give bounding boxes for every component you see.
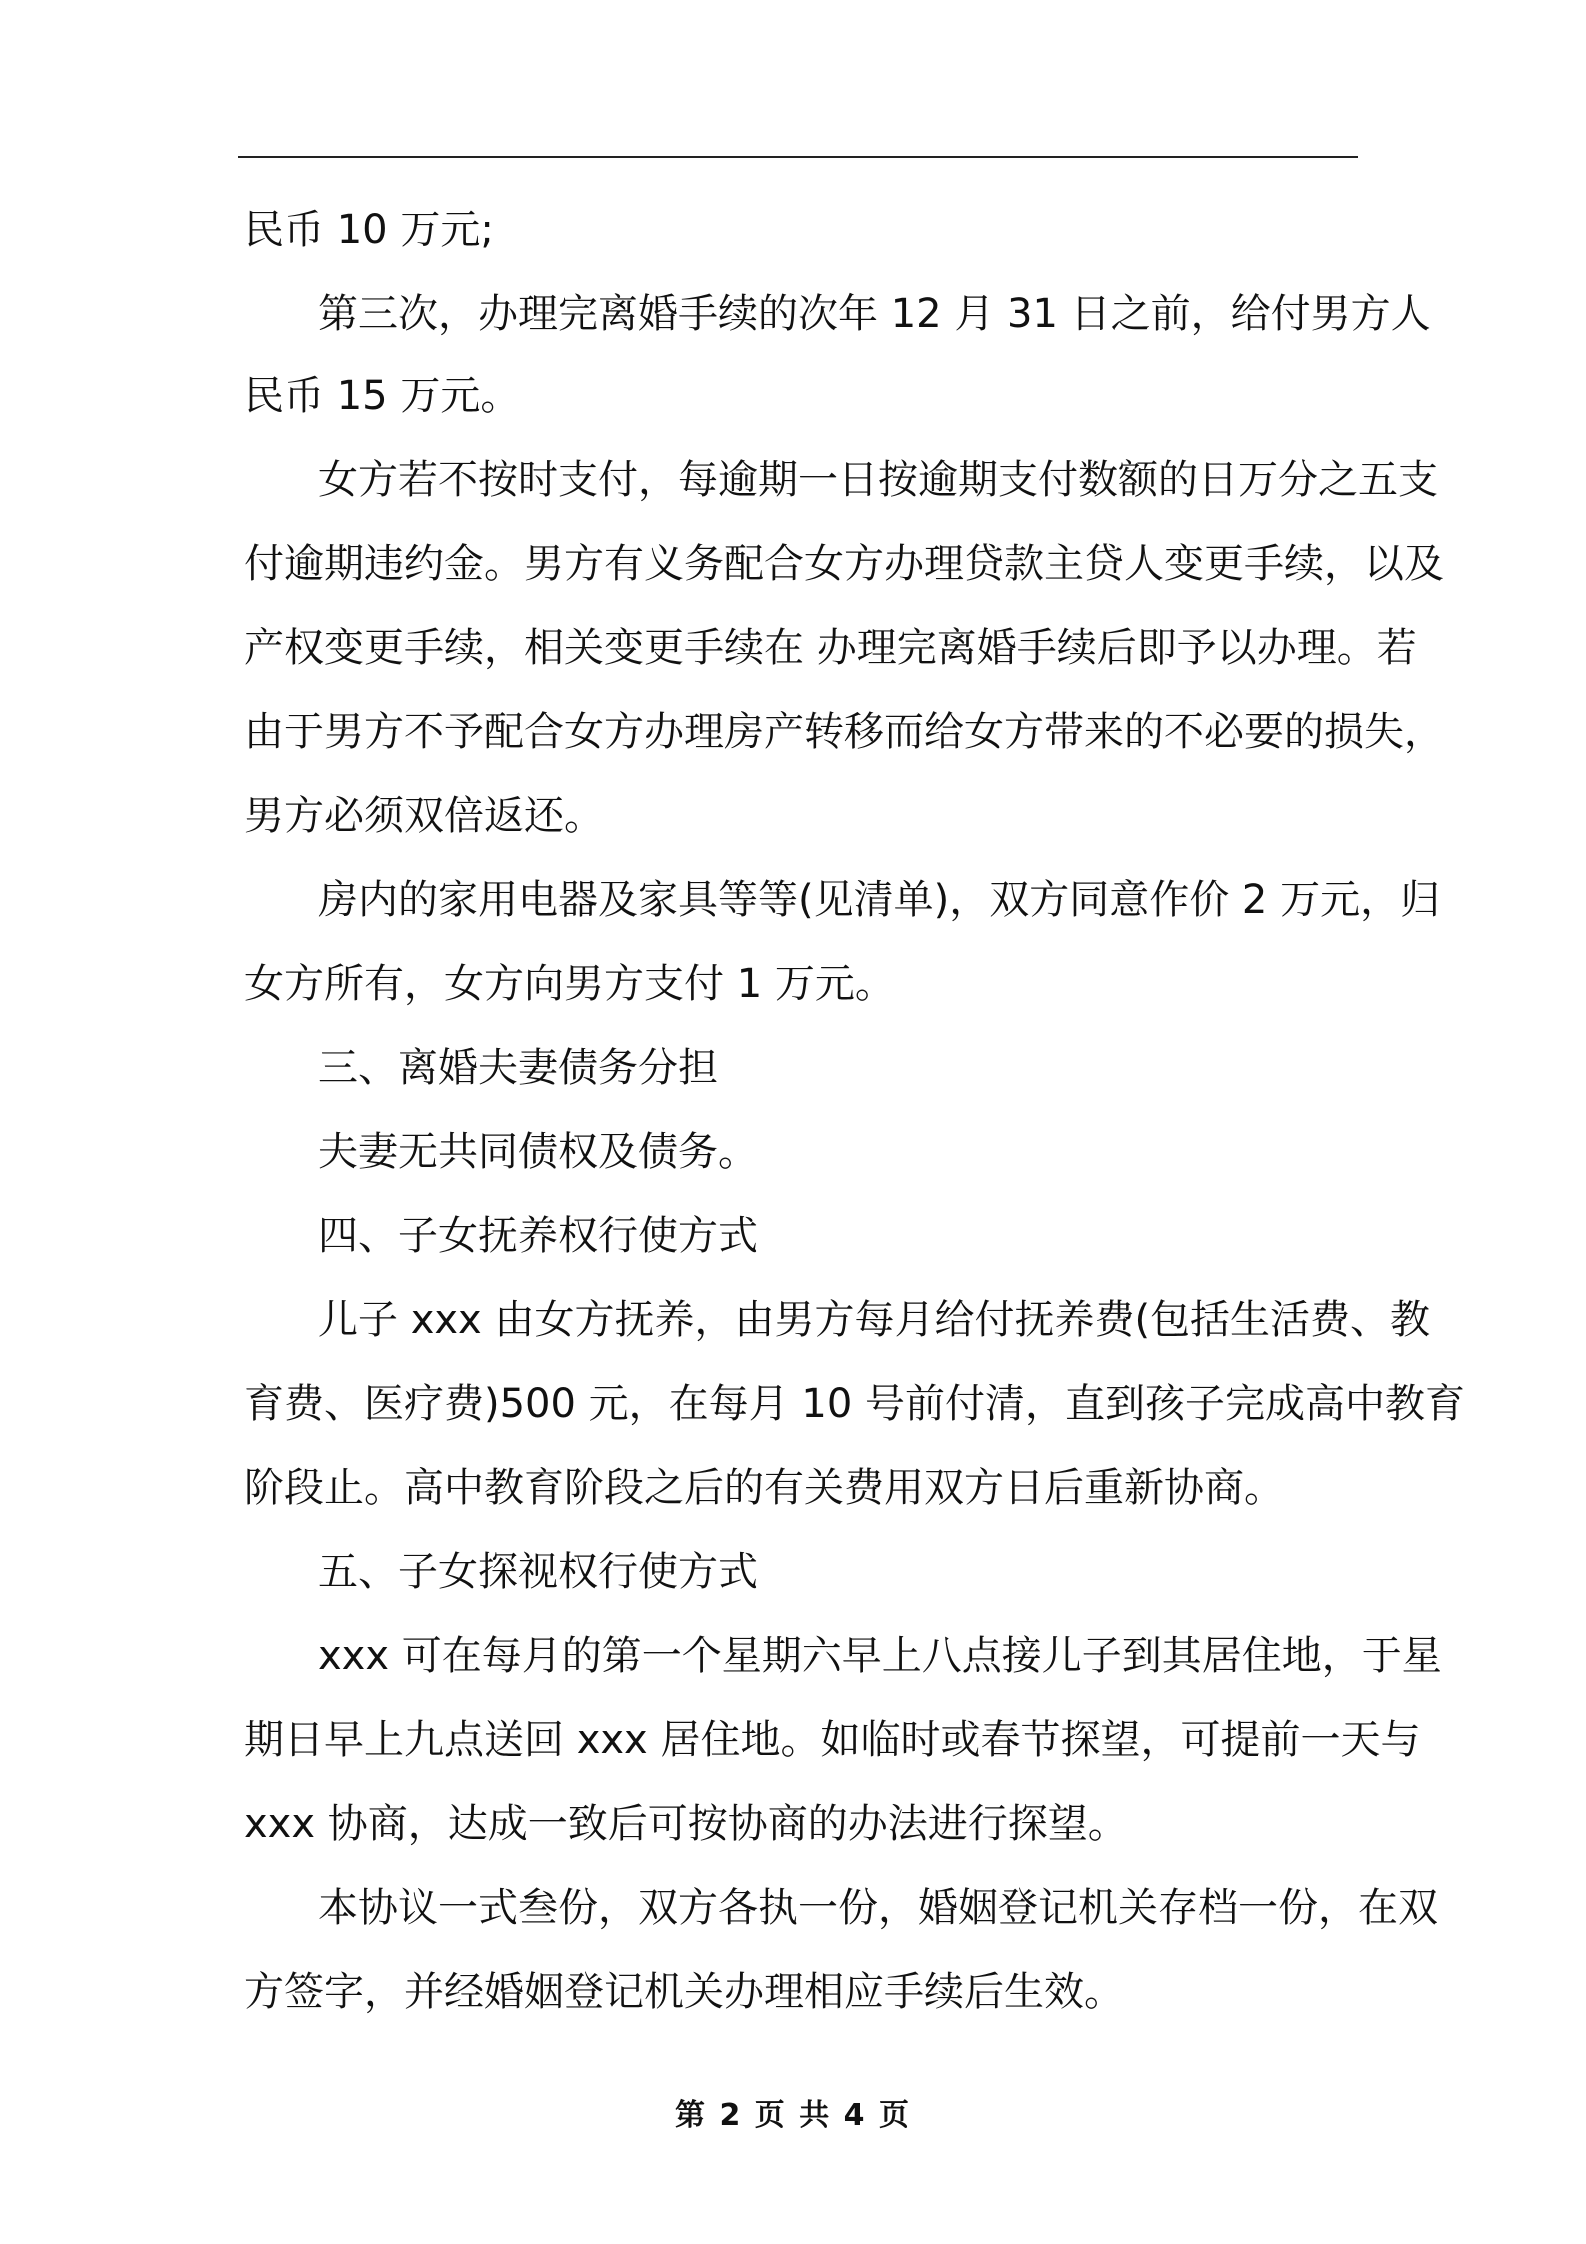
text-line: 方签字，并经婚姻登记机关办理相应手续后生效。 [244,1969,1124,2015]
page-number-footer: 第 2 页 共 4 页 [675,2098,911,2133]
text-line: 民币 15 万元。 [244,373,521,419]
text-line: 由于男方不予配合女方办理房产转移而给女方带来的不必要的损失， [244,709,1444,755]
text-line: 男方必须双倍返还。 [244,793,604,839]
text-line: 夫妻无共同债权及债务。 [318,1129,758,1175]
text-line: 产权变更手续，相关变更手续在 办理完离婚手续后即予以办理。若 [244,625,1417,671]
text-line: 付逾期违约金。男方有义务配合女方办理贷款主贷人变更手续，以及 [244,541,1444,587]
text-line: 本协议一式叁份，双方各执一份，婚姻登记机关存档一份，在双 [318,1885,1438,1931]
text-line: 儿子 xxx 由女方抚养，由男方每月给付抚养费(包括生活费、教 [318,1297,1431,1343]
text-line: 期日早上九点送回 xxx 居住地。如临时或春节探望，可提前一天与 [244,1717,1421,1763]
header-rule [238,156,1358,158]
text-line: 女方若不按时支付，每逾期一日按逾期支付数额的日万分之五支 [318,457,1438,503]
section-heading: 四、子女抚养权行使方式 [318,1213,758,1259]
text-line: 房内的家用电器及家具等等(见清单)，双方同意作价 2 万元，归 [318,877,1441,923]
text-line: 育费、医疗费)500 元，在每月 10 号前付清，直到孩子完成高中教育 [244,1381,1465,1427]
section-heading: 三、离婚夫妻债务分担 [318,1045,718,1091]
text-line: xxx 协商，达成一致后可按协商的办法进行探望。 [244,1801,1128,1847]
section-heading: 五、子女探视权行使方式 [318,1549,758,1595]
text-line: 民币 10 万元; [244,207,494,253]
text-line: xxx 可在每月的第一个星期六早上八点接儿子到其居住地，于星 [318,1633,1442,1679]
text-line: 第三次，办理完离婚手续的次年 12 月 31 日之前，给付男方人 [318,291,1431,337]
text-line: 女方所有，女方向男方支付 1 万元。 [244,961,895,1007]
text-line: 阶段止。高中教育阶段之后的有关费用双方日后重新协商。 [244,1465,1284,1511]
